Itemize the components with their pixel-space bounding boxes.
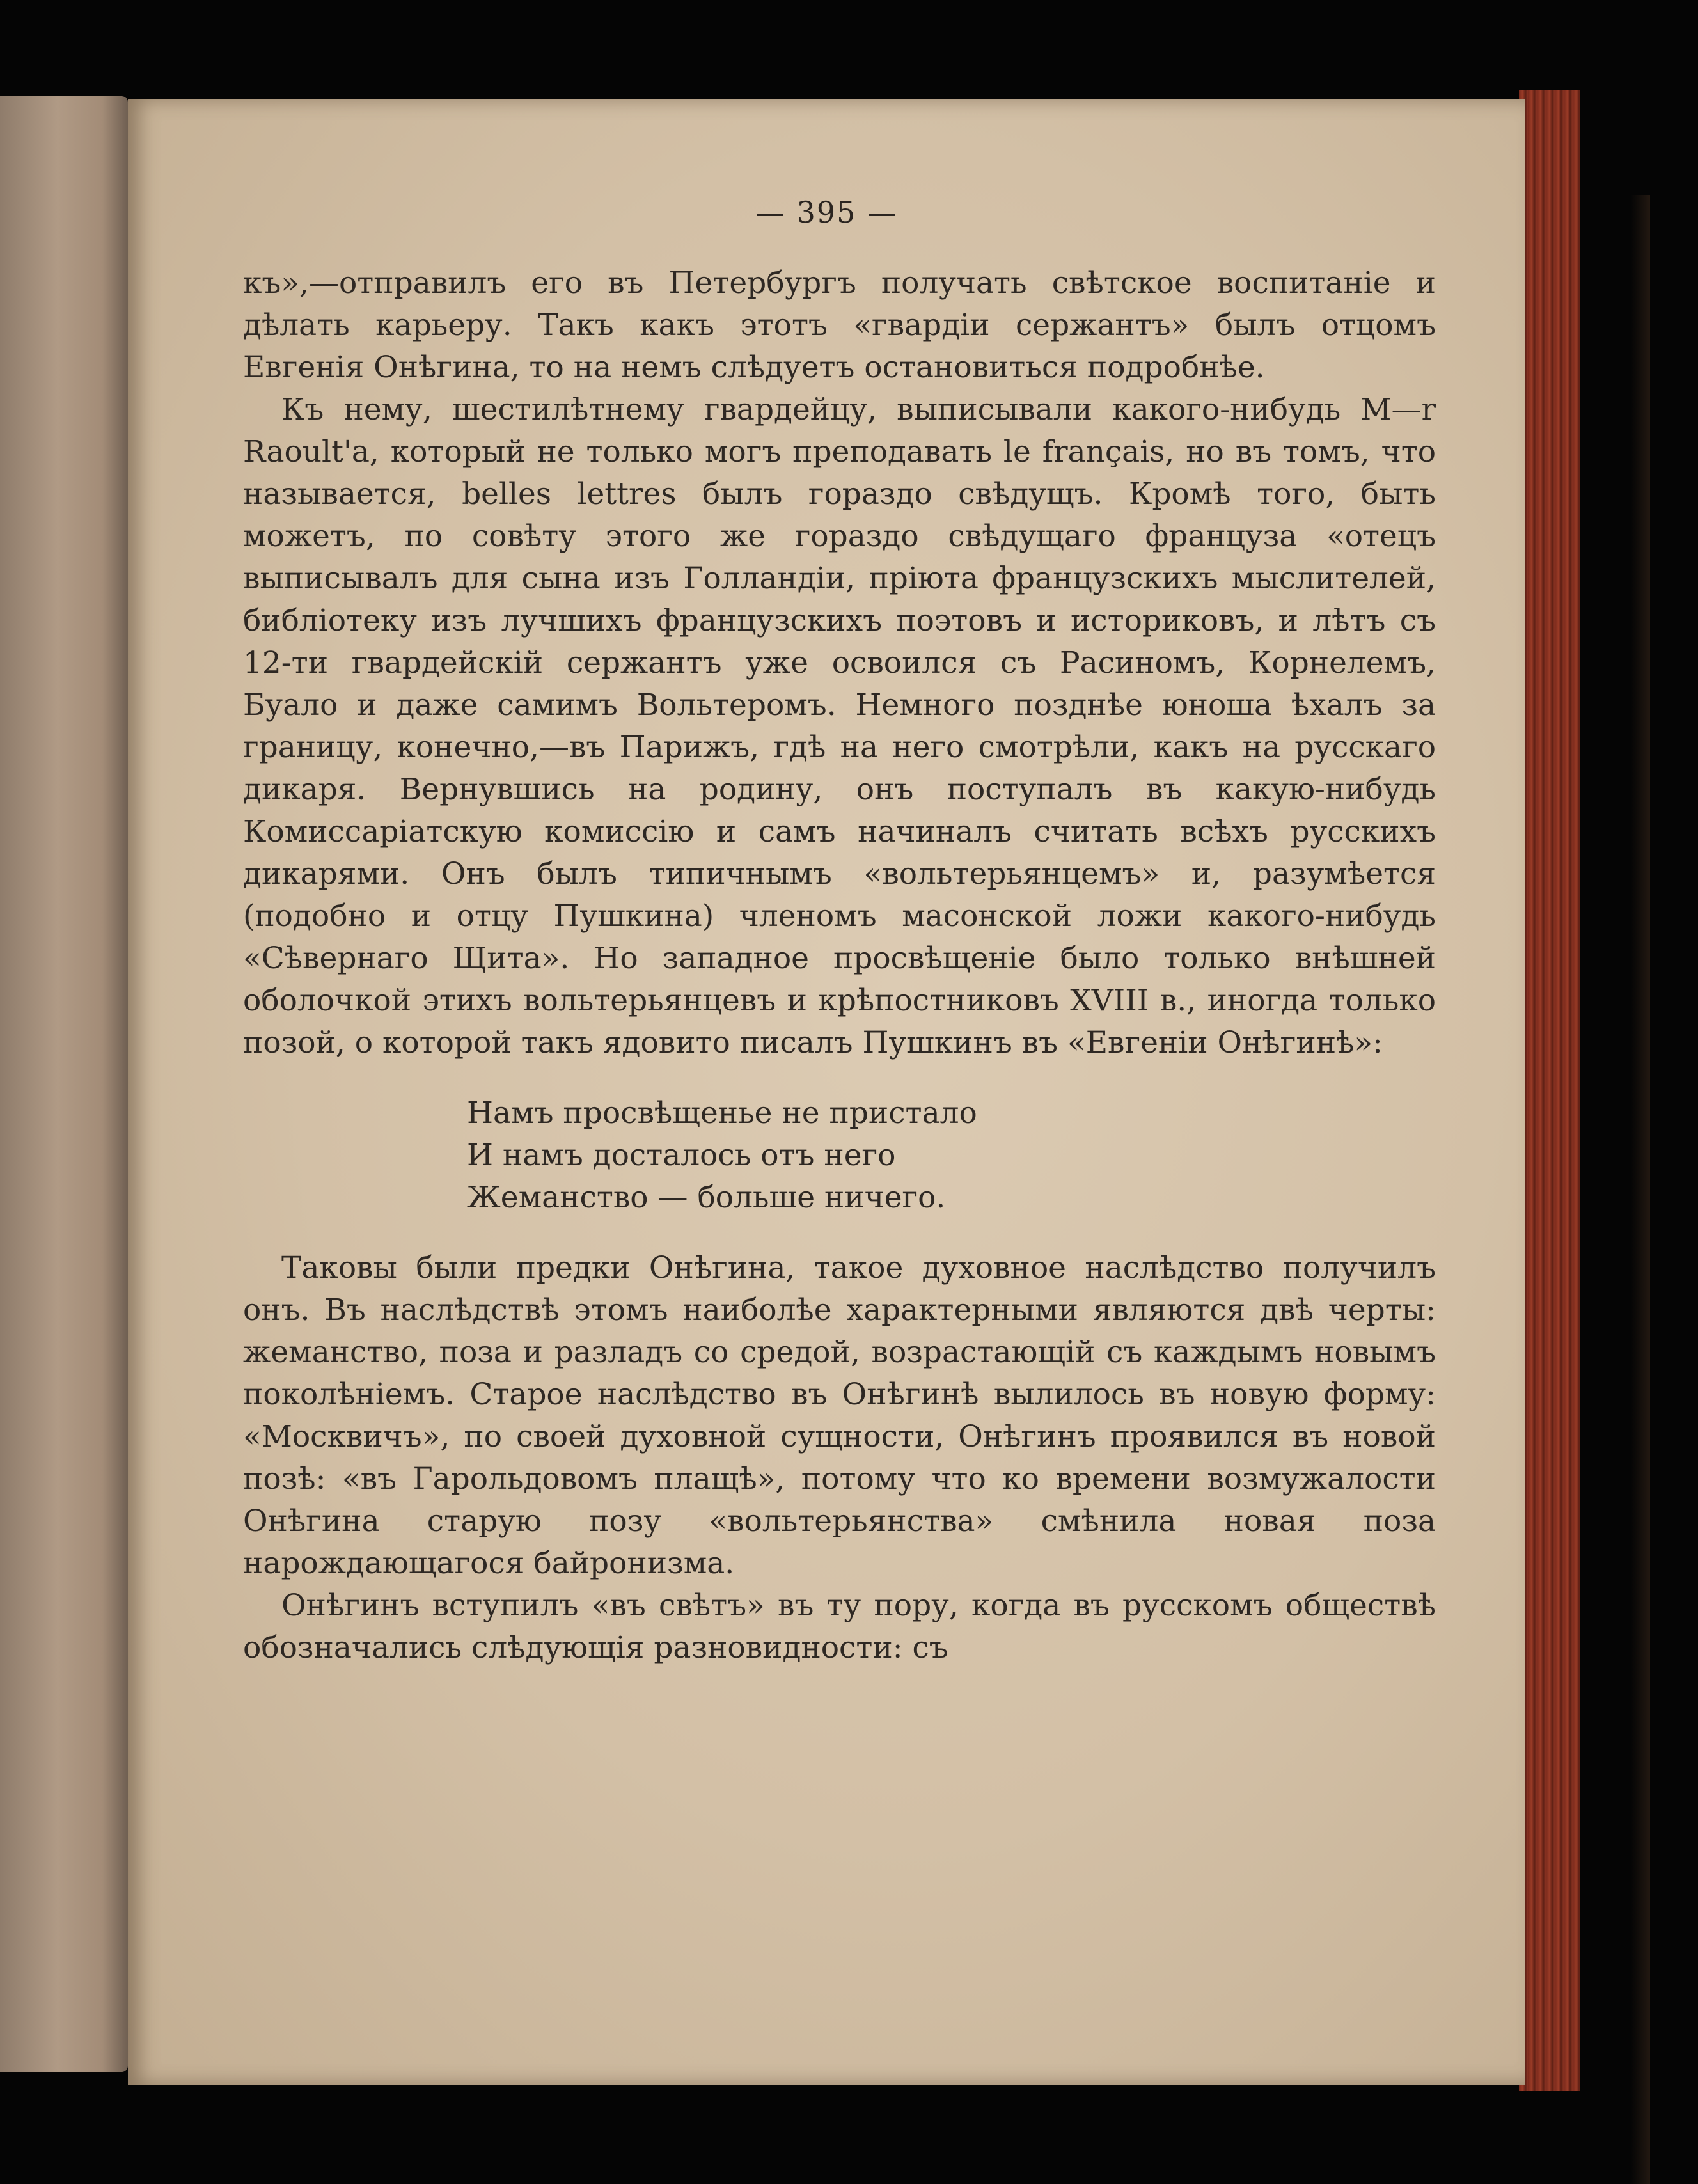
page-text — [243, 262, 1436, 1669]
poem-quote — [467, 1092, 1436, 1219]
book-page-block-edge — [1519, 90, 1580, 2091]
page-gutter-shadow — [1631, 195, 1650, 2184]
poem-line-1: Намъ просвѣщенье не пристало — [467, 1096, 977, 1131]
paragraph-1: къ»,—отправилъ его въ Петербургъ получать свѣтское воспитаніе и дѣлать карьеру. Такъ какъ этотъ «гвардіи сержантъ» былъ отцомъ Евгенія Онѣгина, то на немъ слѣдуетъ остановиться подробнѣе. — [243, 265, 1436, 385]
poem-line-3: Жеманство — больше ничего. — [467, 1180, 946, 1215]
page-number: — 395 — — [755, 195, 899, 230]
paragraph-3: Таковы были предки Онѣгина, такое духовное наслѣдство получилъ онъ. Въ наслѣдствѣ этомъ наиболѣе характерными являются двѣ черты: жеманство, поза и разладъ со средой, возрастающій съ каждымъ новымъ поколѣніемъ. Старое наслѣдство въ Онѣгинѣ вылилось въ новую форму: «Москвичъ», по своей духовной сущности, Онѣгинъ проявился въ новой позѣ: «въ Гарольдовомъ плащѣ», потому что ко времени возмужалости Онѣгина старую позу «вольтерьянства» смѣнила новая поза нарождающагося байронизма. — [243, 1250, 1436, 1581]
paragraph-4: Онѣгинъ вступилъ «въ свѣтъ» въ ту пору, когда въ русскомъ обществѣ обозначались слѣдующія разновидности: съ — [243, 1588, 1436, 1665]
previous-page-edge — [0, 96, 128, 2072]
paragraph-2: Къ нему, шестилѣтнему гвардейцу, выписывали какого-нибудь M—r Raoult'a, который не только могъ преподавать le français, но въ томъ, что называется, belles lettres былъ гораздо свѣдущъ. Кромѣ того, быть можетъ, по совѣту этого же гораздо свѣдущаго француза «отецъ выписывалъ для сына изъ Голландіи, пріюта французскихъ мыслителей, библіотеку изъ лучшихъ французскихъ поэтовъ и историковъ, и лѣтъ съ 12-ти гвардейскій сержантъ уже освоился съ Расиномъ, Корнелемъ, Буало и даже самимъ Вольтеромъ. Немного позднѣе юноша ѣхалъ за границу, конечно,—въ Парижъ, гдѣ на него смотрѣли, какъ на русскаго дикаря. Вернувшись на родину, онъ поступалъ въ какую-нибудь Комиссаріатскую комиссію и самъ начиналъ считать всѣхъ русскихъ дикарями. Онъ былъ типичнымъ «вольтерьянцемъ» и, разумѣется (подобно и отцу Пушкина) членомъ масонской ложи какого-нибудь «Сѣвернаго Щита». Но западное просвѣщеніе было только внѣшней оболочкой этихъ вольтерьянцевъ и крѣпостниковъ XVIII в., иногда только позой, о которой такъ ядовито писалъ Пушкинъ въ «Евгеніи Онѣгинѣ»: — [243, 392, 1436, 1060]
poem-line-2: И намъ досталось отъ него — [467, 1138, 896, 1173]
book-page — [128, 99, 1525, 2085]
